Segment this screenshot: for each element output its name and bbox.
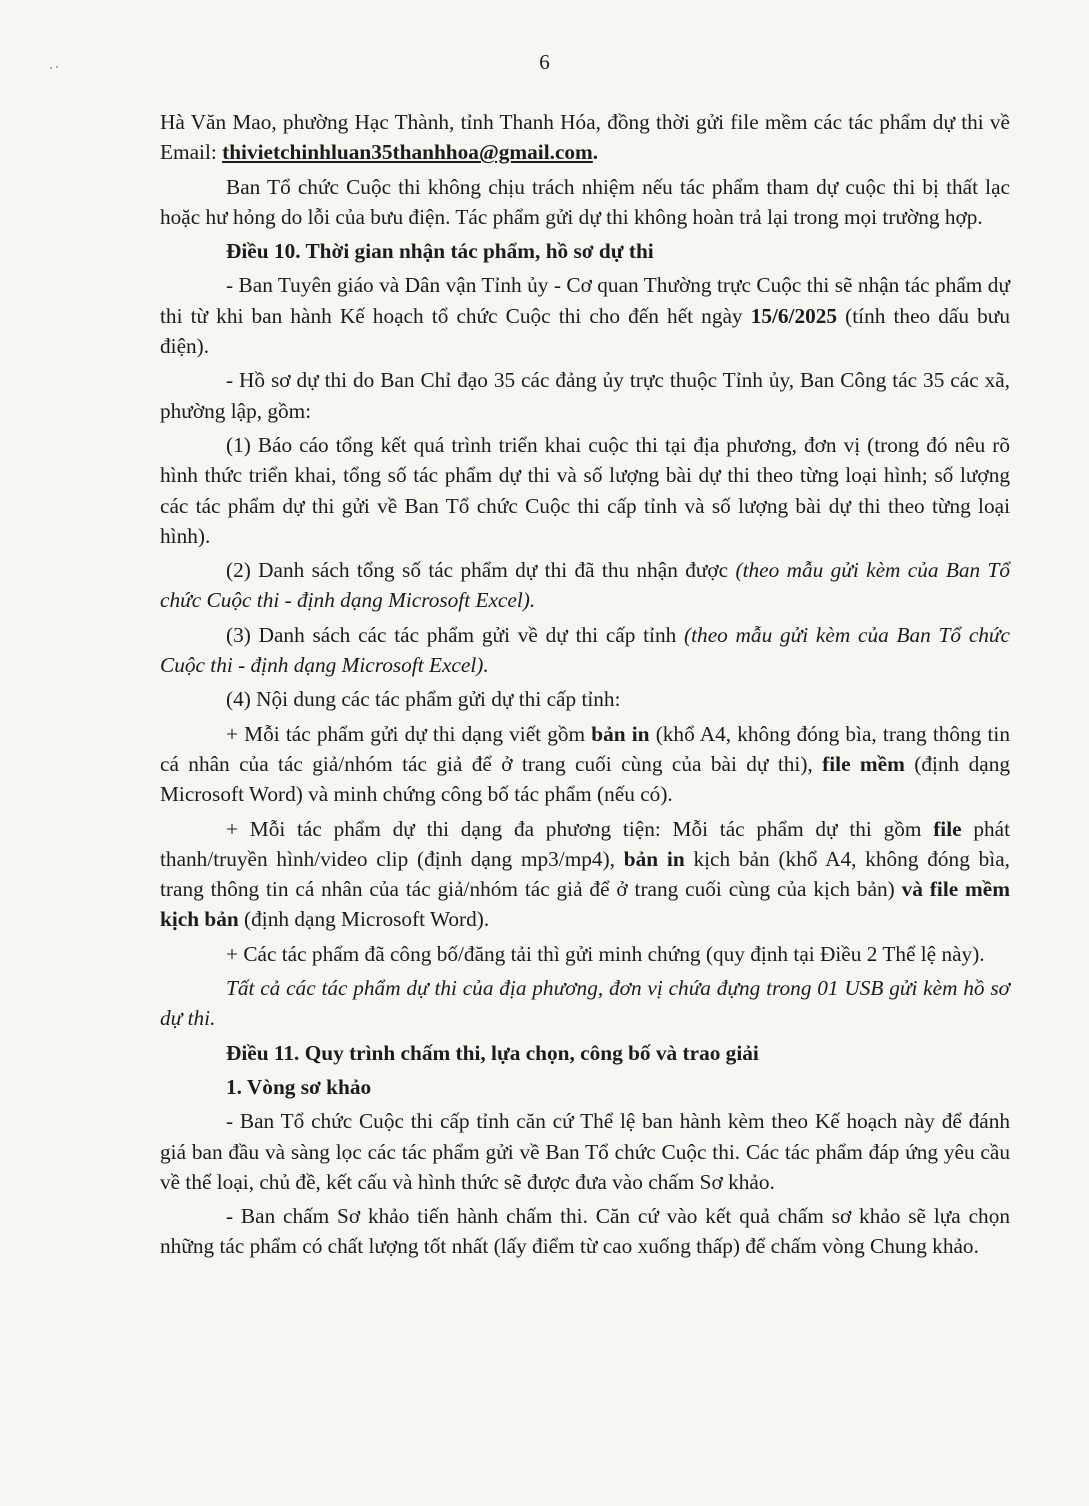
italic-note: (theo mẫu gửi kèm của Ban Tổ chức Cuộc thi - định dạng Microsoft Excel). <box>160 622 1010 678</box>
text: Hà Văn Mao, phường Hạc Thành, tỉnh Thanh Hóa, đồng thời gửi file mềm các tác phẩm dự thi về Email: <box>160 110 1010 165</box>
list-item-4: (4) Nội dung các tác phẩm gửi dự thi cấp tỉnh: <box>226 687 621 712</box>
deadline-date: 15/6/2025 <box>750 303 838 328</box>
text: (3) Danh sách các tác phẩm gửi về dự thi cấp tỉnh <box>226 622 685 647</box>
text: - Ban Tuyên giáo và Dân vận Tỉnh ủy - Cơ quan Thường trực Cuộc thi sẽ nhận tác phẩm dự thi từ khi ban hành Kế hoạch tổ chức Cuộc thi cho đến hết ngày <box>160 273 1010 328</box>
bold-text: và file mềm kịch bản <box>160 877 1010 932</box>
bold-text: file mềm <box>822 751 905 776</box>
text: (định dạng Microsoft Word). <box>238 907 490 932</box>
email-link[interactable]: thivietchinhluan35thanhhoa@gmail.com <box>222 140 593 165</box>
paragraph-screening: - Ban Tổ chức Cuộc thi cấp tỉnh căn cứ Thể lệ ban hành kèm theo Kế hoạch này để đánh giá ban đầu và sàng lọc các tác phẩm gửi về Ban Tổ chức Cuộc thi. Các tác phẩm đáp ứng yêu cầu về thể loại, chủ đề, kết cấu và hình thức sẽ được đưa vào chấm Sơ khảo. <box>160 1109 1010 1194</box>
list-item-1: (1) Báo cáo tổng kết quá trình triển khai cuộc thi tại địa phương, đơn vị (trong đó nêu rõ hình thức triển khai, tổng số tác phẩm dự thi và số lượng bài dự thi theo từng loại hình; số lượng các tác phẩm dự thi gửi về Ban Tổ chức Cuộc thi cấp tỉnh và số lượng bài dự thi theo từng loại hình). <box>160 432 1010 548</box>
text: (2) Danh sách tổng số tác phẩm dự thi đã thu nhận được <box>226 558 736 583</box>
text: kịch bản (khổ A4, không đóng bìa, trang thông tin cá nhân của tác giả/nhóm tác giả để ở trang cuối cùng của kịch bản) <box>160 846 1010 902</box>
italic-note: (theo mẫu gửi kèm của Ban Tổ chức Cuộc thi - định dạng Microsoft Excel). <box>160 558 1010 613</box>
list-item-2 <box>160 555 1010 616</box>
text: + Mỗi tác phẩm dự thi dạng đa phương tiện: Mỗi tác phẩm dự thi gồm <box>226 816 934 841</box>
page-number: 6 <box>539 50 550 74</box>
heading-article-10: Điều 10. Thời gian nhận tác phẩm, hồ sơ dự thi <box>226 239 654 264</box>
heading-article-11: Điều 11. Quy trình chấm thi, lựa chọn, công bố và trao giải <box>226 1040 759 1065</box>
document-body <box>160 107 1010 1266</box>
text: (tính theo dấu bưu điện). <box>160 303 1010 359</box>
paragraph-judging: - Ban chấm Sơ khảo tiến hành chấm thi. Căn cứ vào kết quả chấm sơ khảo sẽ lựa chọn những tác phẩm có chất lượng tốt nhất (lấy điểm từ cao xuống thấp) để chấm vòng Chung khảo. <box>160 1204 1010 1259</box>
paragraph-address <box>160 107 1010 168</box>
bold-text: file <box>933 816 962 841</box>
text: (khổ A4, không đóng bìa, trang thông tin cá nhân của tác giả/nhóm tác giả để ở trang cuối cùng của bài dự thi), <box>160 721 1010 776</box>
bold-text: bản in <box>623 846 685 871</box>
paragraph-usb-note: Tất cả các tác phẩm dự thi của địa phương, đơn vị chứa đựng trong 01 USB gửi kèm hồ sơ dự thi. <box>160 976 1010 1031</box>
paragraph-dossier: - Hồ sơ dự thi do Ban Chỉ đạo 35 các đảng ủy trực thuộc Tỉnh ủy, Ban Công tác 35 các xã, phường lập, gồm: <box>160 368 1010 423</box>
text: . <box>592 140 599 165</box>
text: + Mỗi tác phẩm gửi dự thi dạng viết gồm <box>226 721 592 746</box>
heading-preliminary-round: 1. Vòng sơ khảo <box>226 1074 372 1099</box>
bullet-published: + Các tác phẩm đã công bố/đăng tải thì gửi minh chứng (quy định tại Điều 2 Thể lệ này). <box>226 941 985 966</box>
list-item-3 <box>160 620 1010 681</box>
text: phát thanh/truyền hình/video clip (định dạng mp3/mp4), <box>160 816 1010 871</box>
bullet-multimedia <box>160 814 1010 935</box>
bullet-written <box>160 719 1010 810</box>
text: (định dạng Microsoft Word) và minh chứng công bố tác phẩm (nếu có). <box>160 751 1011 807</box>
paragraph-receiving <box>160 270 1010 361</box>
bold-text: bản in <box>591 721 650 746</box>
paragraph-disclaimer: Ban Tổ chức Cuộc thi không chịu trách nhiệm nếu tác phẩm tham dự cuộc thi bị thất lạc hoặc hư hỏng do lỗi của bưu điện. Tác phẩm gửi dự thi không hoàn trả lại trong mọi trường hợp. <box>160 174 1010 229</box>
